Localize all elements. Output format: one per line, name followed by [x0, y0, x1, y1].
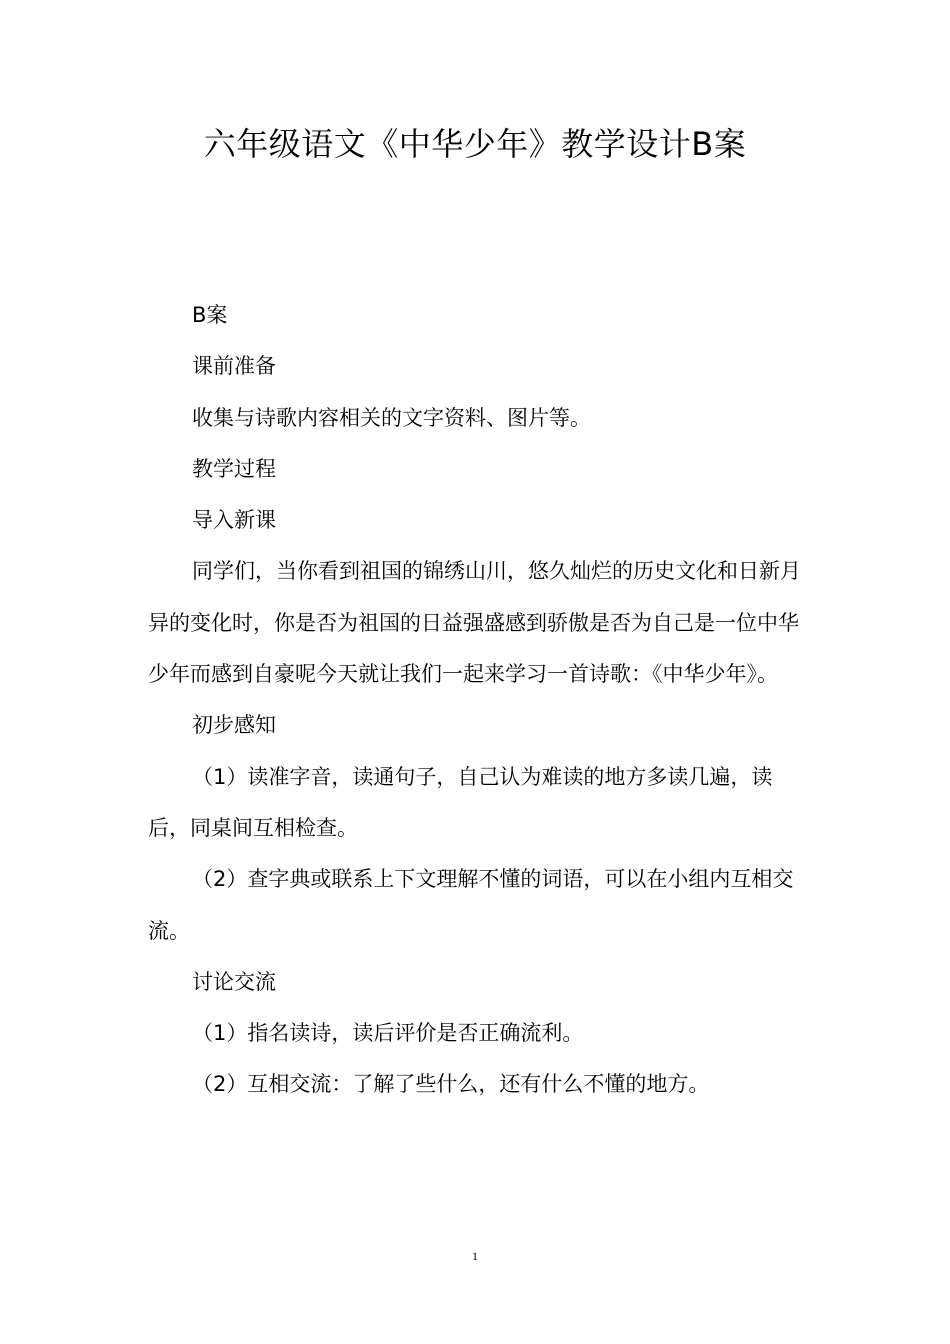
- paragraph-perception-step-1: （1）读准字音，读通句子，自己认为难读的地方多读几遍，读后，同桌间互相检查。: [148, 764, 773, 840]
- document-body: [148, 290, 808, 1111]
- paragraph-discussion-step-2: （2）互相交流：了解了些什么，还有什么不懂的地方。: [192, 1072, 710, 1097]
- paragraph-heading-discussion: 讨论交流: [192, 969, 276, 994]
- page-number: 1: [472, 1249, 478, 1263]
- paragraph-heading-preparation: 课前准备: [192, 354, 276, 379]
- paragraph-introduction-text: 同学们，当你看到祖国的锦绣山川，悠久灿烂的历史文化和日新月异的变化时，你是否为祖国的日益强盛感到骄傲是否为自己是一位中华少年而感到自豪呢今天就让我们一起来学习一首诗歌：《中华少年》。: [148, 559, 801, 687]
- paragraph-section-label: B案: [192, 303, 228, 327]
- document-title: 六年级语文《中华少年》教学设计B案: [203, 125, 747, 163]
- paragraph-preparation-text: 收集与诗歌内容相关的文字资料、图片等。: [192, 405, 591, 430]
- paragraph-perception-step-2: （2）查字典或联系上下文理解不懂的词语，可以在小组内互相交流。: [148, 867, 794, 943]
- paragraph-discussion-step-1: （1）指名读诗，读后评价是否正确流利。: [192, 1021, 584, 1046]
- paragraph-heading-introduction: 导入新课: [192, 508, 276, 533]
- paragraph-heading-process: 教学过程: [192, 456, 276, 481]
- paragraph-heading-perception: 初步感知: [192, 713, 276, 738]
